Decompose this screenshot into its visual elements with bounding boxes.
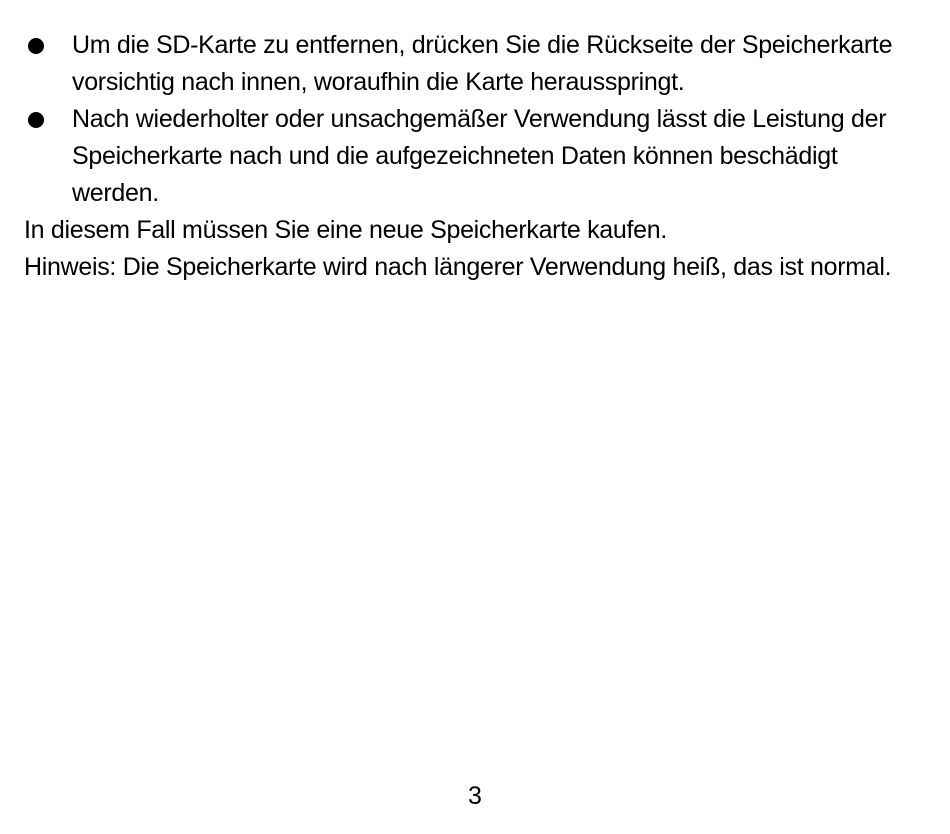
bullet-text: Um die SD-Karte zu entfernen, drücken Sie die Rückseite der Speicherkarte vorsichtig nach innen, woraufhin die Karte herausspringt.	[72, 31, 893, 96]
paragraph-buy-new-card: In diesem Fall müssen Sie eine neue Speicherkarte kaufen.	[24, 216, 667, 244]
paragraph-note-heat: Hinweis: Die Speicherkarte wird nach längerer Verwendung heiß, das ist normal.	[24, 253, 892, 281]
bullet-item-sd-card-removal	[24, 27, 924, 101]
bullet-text: Nach wiederholter oder unsachgemäßer Verwendung lässt die Leistung der Speicherkarte nach und die aufgezeichneten Daten können beschädigt werden.	[72, 105, 887, 207]
page-content	[24, 27, 924, 286]
page-number: 3	[468, 782, 482, 810]
bullet-dot-icon	[28, 38, 44, 54]
bullet-list	[24, 27, 924, 212]
bullet-item-card-wear	[24, 101, 924, 212]
bullet-dot-icon	[28, 112, 44, 128]
